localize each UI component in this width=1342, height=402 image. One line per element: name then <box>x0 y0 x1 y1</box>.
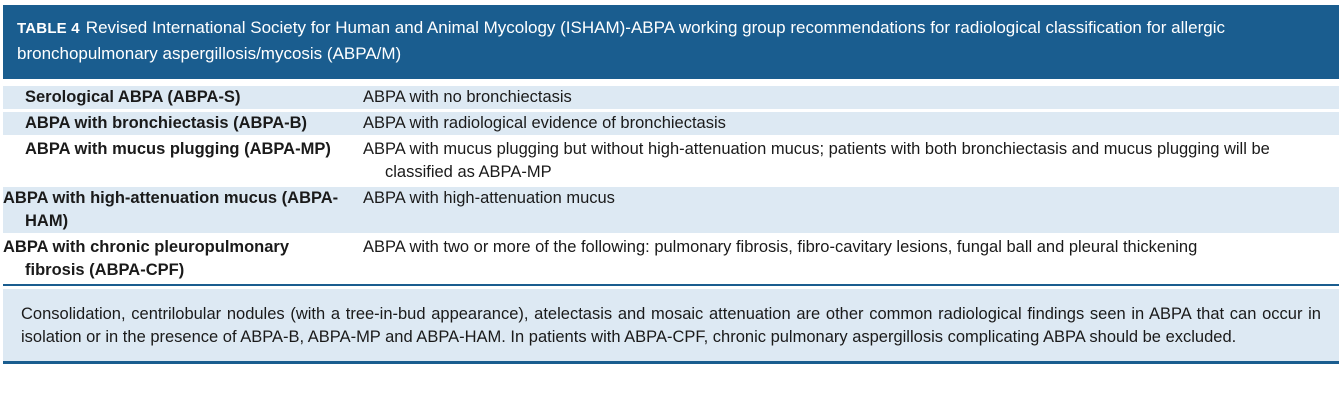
table-row <box>3 86 1339 109</box>
table-label: TABLE 4 <box>17 20 80 37</box>
table-body <box>3 79 1339 286</box>
table-row <box>3 112 1339 135</box>
row-term: ABPA with bronchiectasis (ABPA-B) <box>25 114 308 132</box>
row-definition: ABPA with two or more of the following: pulmonary fibrosis, fibro-cavitary lesions, fungal ball and pleural thickening <box>363 238 1198 256</box>
row-term: ABPA with mucus plugging (ABPA-MP) <box>25 140 331 158</box>
table-row <box>3 236 1339 282</box>
radiological-classification-table <box>3 0 1339 364</box>
table-row <box>3 138 1339 184</box>
table-caption-text: Revised International Society for Human and Animal Mycology (ISHAM)-ABPA working group recommendations for radiological classification for allergic bronchopulmonary aspergillosis/mycosis (ABPA/M) <box>17 18 1225 63</box>
row-definition: ABPA with radiological evidence of bronchiectasis <box>363 114 726 132</box>
table-footnote: Consolidation, centrilobular nodules (with a tree-in-bud appearance), atelectasis and mosaic attenuation are other common radiological findings seen in ABPA that can occur in isolation or in the presence of ABPA-B, ABPA-MP and ABPA-HAM. In patients with ABPA-CPF, chronic pulmonary aspergillosis complicating ABPA should be excluded. <box>3 289 1339 364</box>
row-definition: ABPA with high-attenuation mucus <box>363 189 615 207</box>
table-caption <box>3 5 1339 79</box>
row-term: ABPA with high-attenuation mucus (ABPA-HAM) <box>3 189 339 230</box>
table-row <box>3 187 1339 233</box>
row-definition: ABPA with no bronchiectasis <box>363 88 572 106</box>
row-term: Serological ABPA (ABPA-S) <box>25 88 241 106</box>
row-definition: ABPA with mucus plugging but without high-attenuation mucus; patients with both bronchiectasis and mucus plugging will be classified as ABPA-MP <box>363 140 1270 181</box>
row-term: ABPA with chronic pleuropulmonary fibrosis (ABPA-CPF) <box>3 238 290 279</box>
